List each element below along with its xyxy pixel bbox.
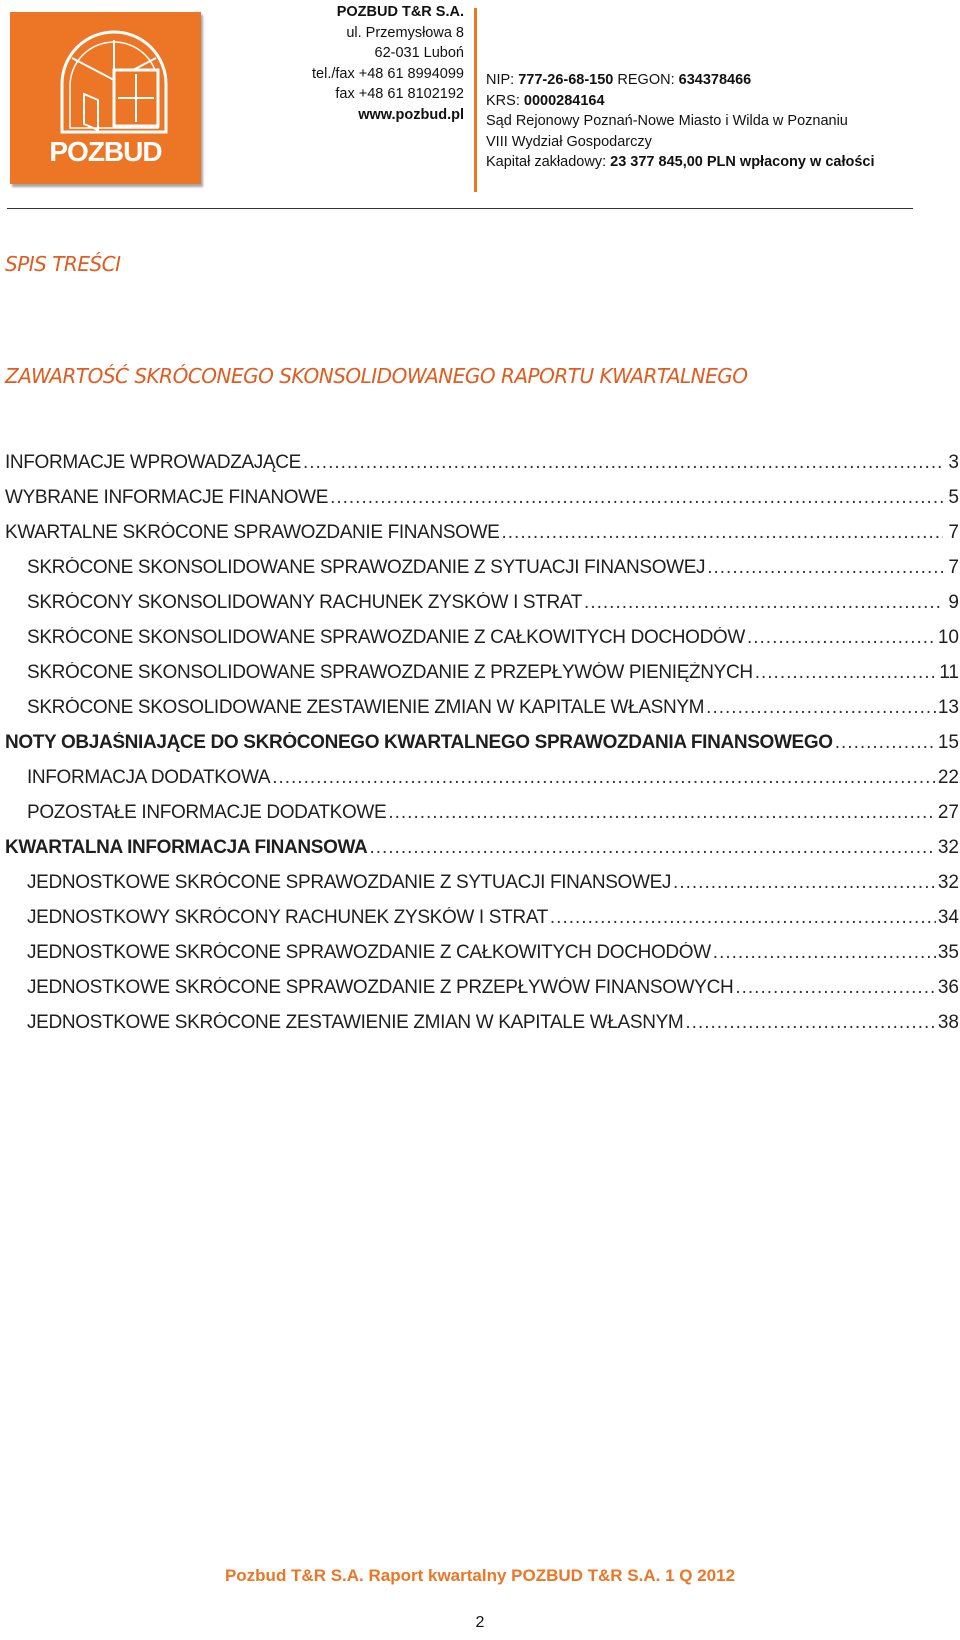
toc-page-number: 7 (948, 522, 959, 543)
nip-value: 777-26-68-150 (518, 72, 614, 88)
toc-subentry[interactable]: JEDNOSTKOWE SKRÓCONE SPRAWOZDANIE Z CAŁKOWITYCH DOCHODÓW ..... 35 (5, 942, 959, 977)
toc-entry[interactable]: WYBRANE INFORMACJE FINANOWE ..... 5 (5, 487, 959, 522)
toc-entry[interactable]: KWARTALNA INFORMACJA FINANSOWA ..... 32 (5, 837, 959, 872)
capital-value: 23 377 845,00 PLN wpłacony w całości (610, 154, 875, 170)
page-header (0, 0, 960, 200)
company-website[interactable]: www.pozbud.pl (358, 106, 464, 123)
toc-subentry[interactable]: SKRÓCONE SKONSOLIDOWANE SPRAWOZDANIE Z PRZEPŁYWÓW PIENIĘŻNYCH ..... 11 (5, 662, 959, 697)
toc-page-number: 10 (937, 627, 959, 648)
company-city: 62-031 Luboń (374, 45, 464, 61)
toc-page-number: 27 (937, 802, 959, 823)
company-name: POZBUD T&R S.A. (336, 4, 464, 20)
krs-line: KRS: 0000284164 (486, 92, 605, 109)
toc-page-number: 11 (939, 662, 959, 683)
toc-page-number: 15 (937, 732, 959, 753)
nip-regon-line: NIP: 777-26-68-150 REGON: 634378466 (486, 72, 752, 88)
company-registration (486, 70, 875, 173)
toc-page-number: 35 (937, 942, 959, 963)
toc-subentry[interactable]: POZOSTAŁE INFORMACJE DODATKOWE ..... 27 (5, 802, 959, 837)
division-line: VIII Wydział Gospodarczy (486, 133, 652, 150)
capital-line: Kapitał zakładowy: 23 377 845,00 PLN wpłacony w całości (486, 154, 875, 170)
header-divider (474, 8, 477, 192)
toc-entry[interactable]: INFORMACJE WPROWADZAJĄCE ..... 3 (5, 452, 959, 487)
toc-subentry[interactable]: SKRÓCONE SKONSOLIDOWANE SPRAWOZDANIE Z SYTUACJI FINANSOWEJ ..... 7 (5, 557, 959, 592)
toc-page-number: 32 (937, 872, 959, 893)
toc-page-number: 9 (948, 592, 959, 613)
company-address (312, 2, 464, 125)
table-of-contents (5, 452, 959, 1047)
toc-page-number: 7 (948, 557, 959, 578)
toc-subentry[interactable]: JEDNOSTKOWY SKRÓCONY RACHUNEK ZYSKÓW I STRAT ..... 34 (5, 907, 959, 942)
regon-value: 634378466 (678, 72, 752, 88)
toc-page-number: 34 (937, 907, 959, 928)
toc-subentry[interactable]: SKRÓCONE SKOSOLIDOWANE ZESTAWIENIE ZMIAN W KAPITALE WŁASNYM ..... 13 (5, 697, 959, 732)
toc-subentry[interactable]: JEDNOSTKOWE SKRÓCONE ZESTAWIENIE ZMIAN W KAPITALE WŁASNYM ..... 38 (5, 1012, 959, 1047)
report-heading: ZAWARTOŚĆ SKRÓCONEGO SKONSOLIDOWANEGO RAPORTU KWARTALNEGO (5, 364, 748, 388)
toc-page-number: 22 (937, 767, 959, 788)
page-number: 2 (475, 1614, 485, 1631)
toc-entry[interactable]: NOTY OBJAŚNIAJĄCE DO SKRÓCONEGO KWARTALNEGO SPRAWOZDANIA FINANSOWEGO ..... 15 (5, 732, 959, 767)
toc-page-number: 3 (948, 452, 959, 473)
toc-subentry[interactable]: JEDNOSTKOWE SKRÓCONE SPRAWOZDANIE Z SYTUACJI FINANSOWEJ ..... 32 (5, 872, 959, 907)
company-logo (10, 12, 201, 184)
toc-page-number: 36 (937, 977, 959, 998)
company-telfax: tel./fax +48 61 8994099 (312, 65, 464, 82)
contents-heading: SPIS TREŚCI (5, 252, 121, 276)
toc-page-number: 13 (937, 697, 959, 718)
toc-page-number: 32 (937, 837, 959, 858)
krs-value: 0000284164 (523, 92, 605, 109)
court-line: Sąd Rejonowy Poznań-Nowe Miasto i Wilda w Poznaniu (486, 113, 848, 129)
company-street: ul. Przemysłowa 8 (346, 24, 464, 41)
toc-entry[interactable]: KWARTALNE SKRÓCONE SPRAWOZDANIE FINANSOWE ..... 7 (5, 522, 959, 557)
toc-page-number: 5 (948, 487, 959, 508)
header-rule (7, 208, 913, 209)
company-fax: fax +48 61 8102192 (335, 86, 464, 102)
toc-subentry[interactable]: JEDNOSTKOWE SKRÓCONE SPRAWOZDANIE Z PRZEPŁYWÓW FINANSOWYCH ..... 36 (5, 977, 959, 1012)
toc-subentry[interactable]: SKRÓCONE SKONSOLIDOWANE SPRAWOZDANIE Z CAŁKOWITYCH DOCHODÓW ..... 10 (5, 627, 959, 662)
toc-subentry[interactable]: SKRÓCONY SKONSOLIDOWANY RACHUNEK ZYSKÓW I STRAT ..... 9 (5, 592, 959, 627)
logo-text: POZBUD (49, 136, 162, 167)
page-footer: Pozbud T&R S.A. Raport kwartalny POZBUD T&R S.A. 1 Q 2012 (224, 1566, 736, 1585)
toc-subentry[interactable]: INFORMACJA DODATKOWA ..... 22 (5, 767, 959, 802)
toc-page-number: 38 (937, 1012, 959, 1033)
